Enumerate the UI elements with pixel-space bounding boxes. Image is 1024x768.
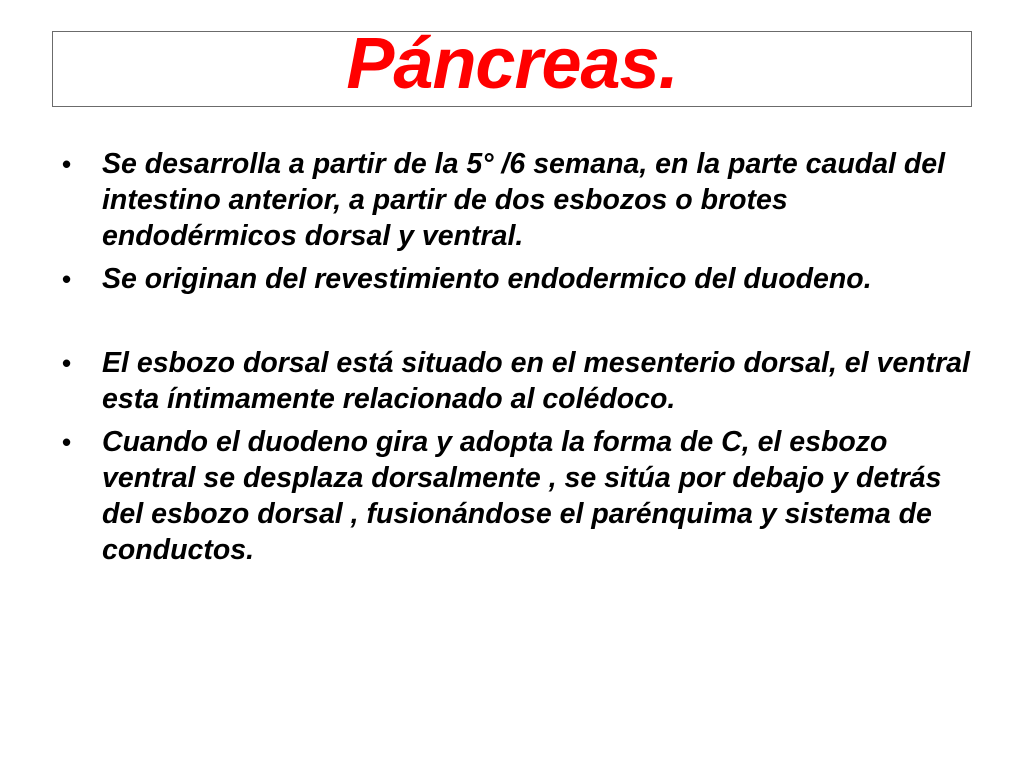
bullet-text: El esbozo dorsal está situado en el mesenterio dorsal, el ventral esta íntimamente relacionado al colédoco. (102, 347, 970, 415)
bullet-item (62, 146, 982, 254)
bullet-text: Se originan del revestimiento endodermico del duodeno. (102, 263, 872, 295)
bullet-text: Cuando el duodeno gira y adopta la forma de C, el esbozo ventral se desplaza dorsalmente , se sitúa por debajo y detrás del esbozo dorsal , fusionándose el parénquima y sistema de conductos. (102, 426, 942, 566)
bullet-item (62, 261, 982, 297)
bullet-list (62, 146, 982, 568)
bullet-item (62, 424, 982, 568)
slide-title: Páncreas. (346, 24, 678, 104)
bullet-marker: • (62, 427, 72, 457)
bullet-marker: • (62, 348, 72, 378)
title-box (52, 24, 972, 107)
bullet-marker: • (62, 264, 72, 294)
bullet-marker: • (62, 149, 72, 179)
bullet-item (62, 345, 982, 417)
bullet-text: Se desarrolla a partir de la 5° /6 semana, en la parte caudal del intestino anterior, a partir de dos esbozos o brotes endodérmicos dorsal y ventral. (102, 148, 946, 252)
